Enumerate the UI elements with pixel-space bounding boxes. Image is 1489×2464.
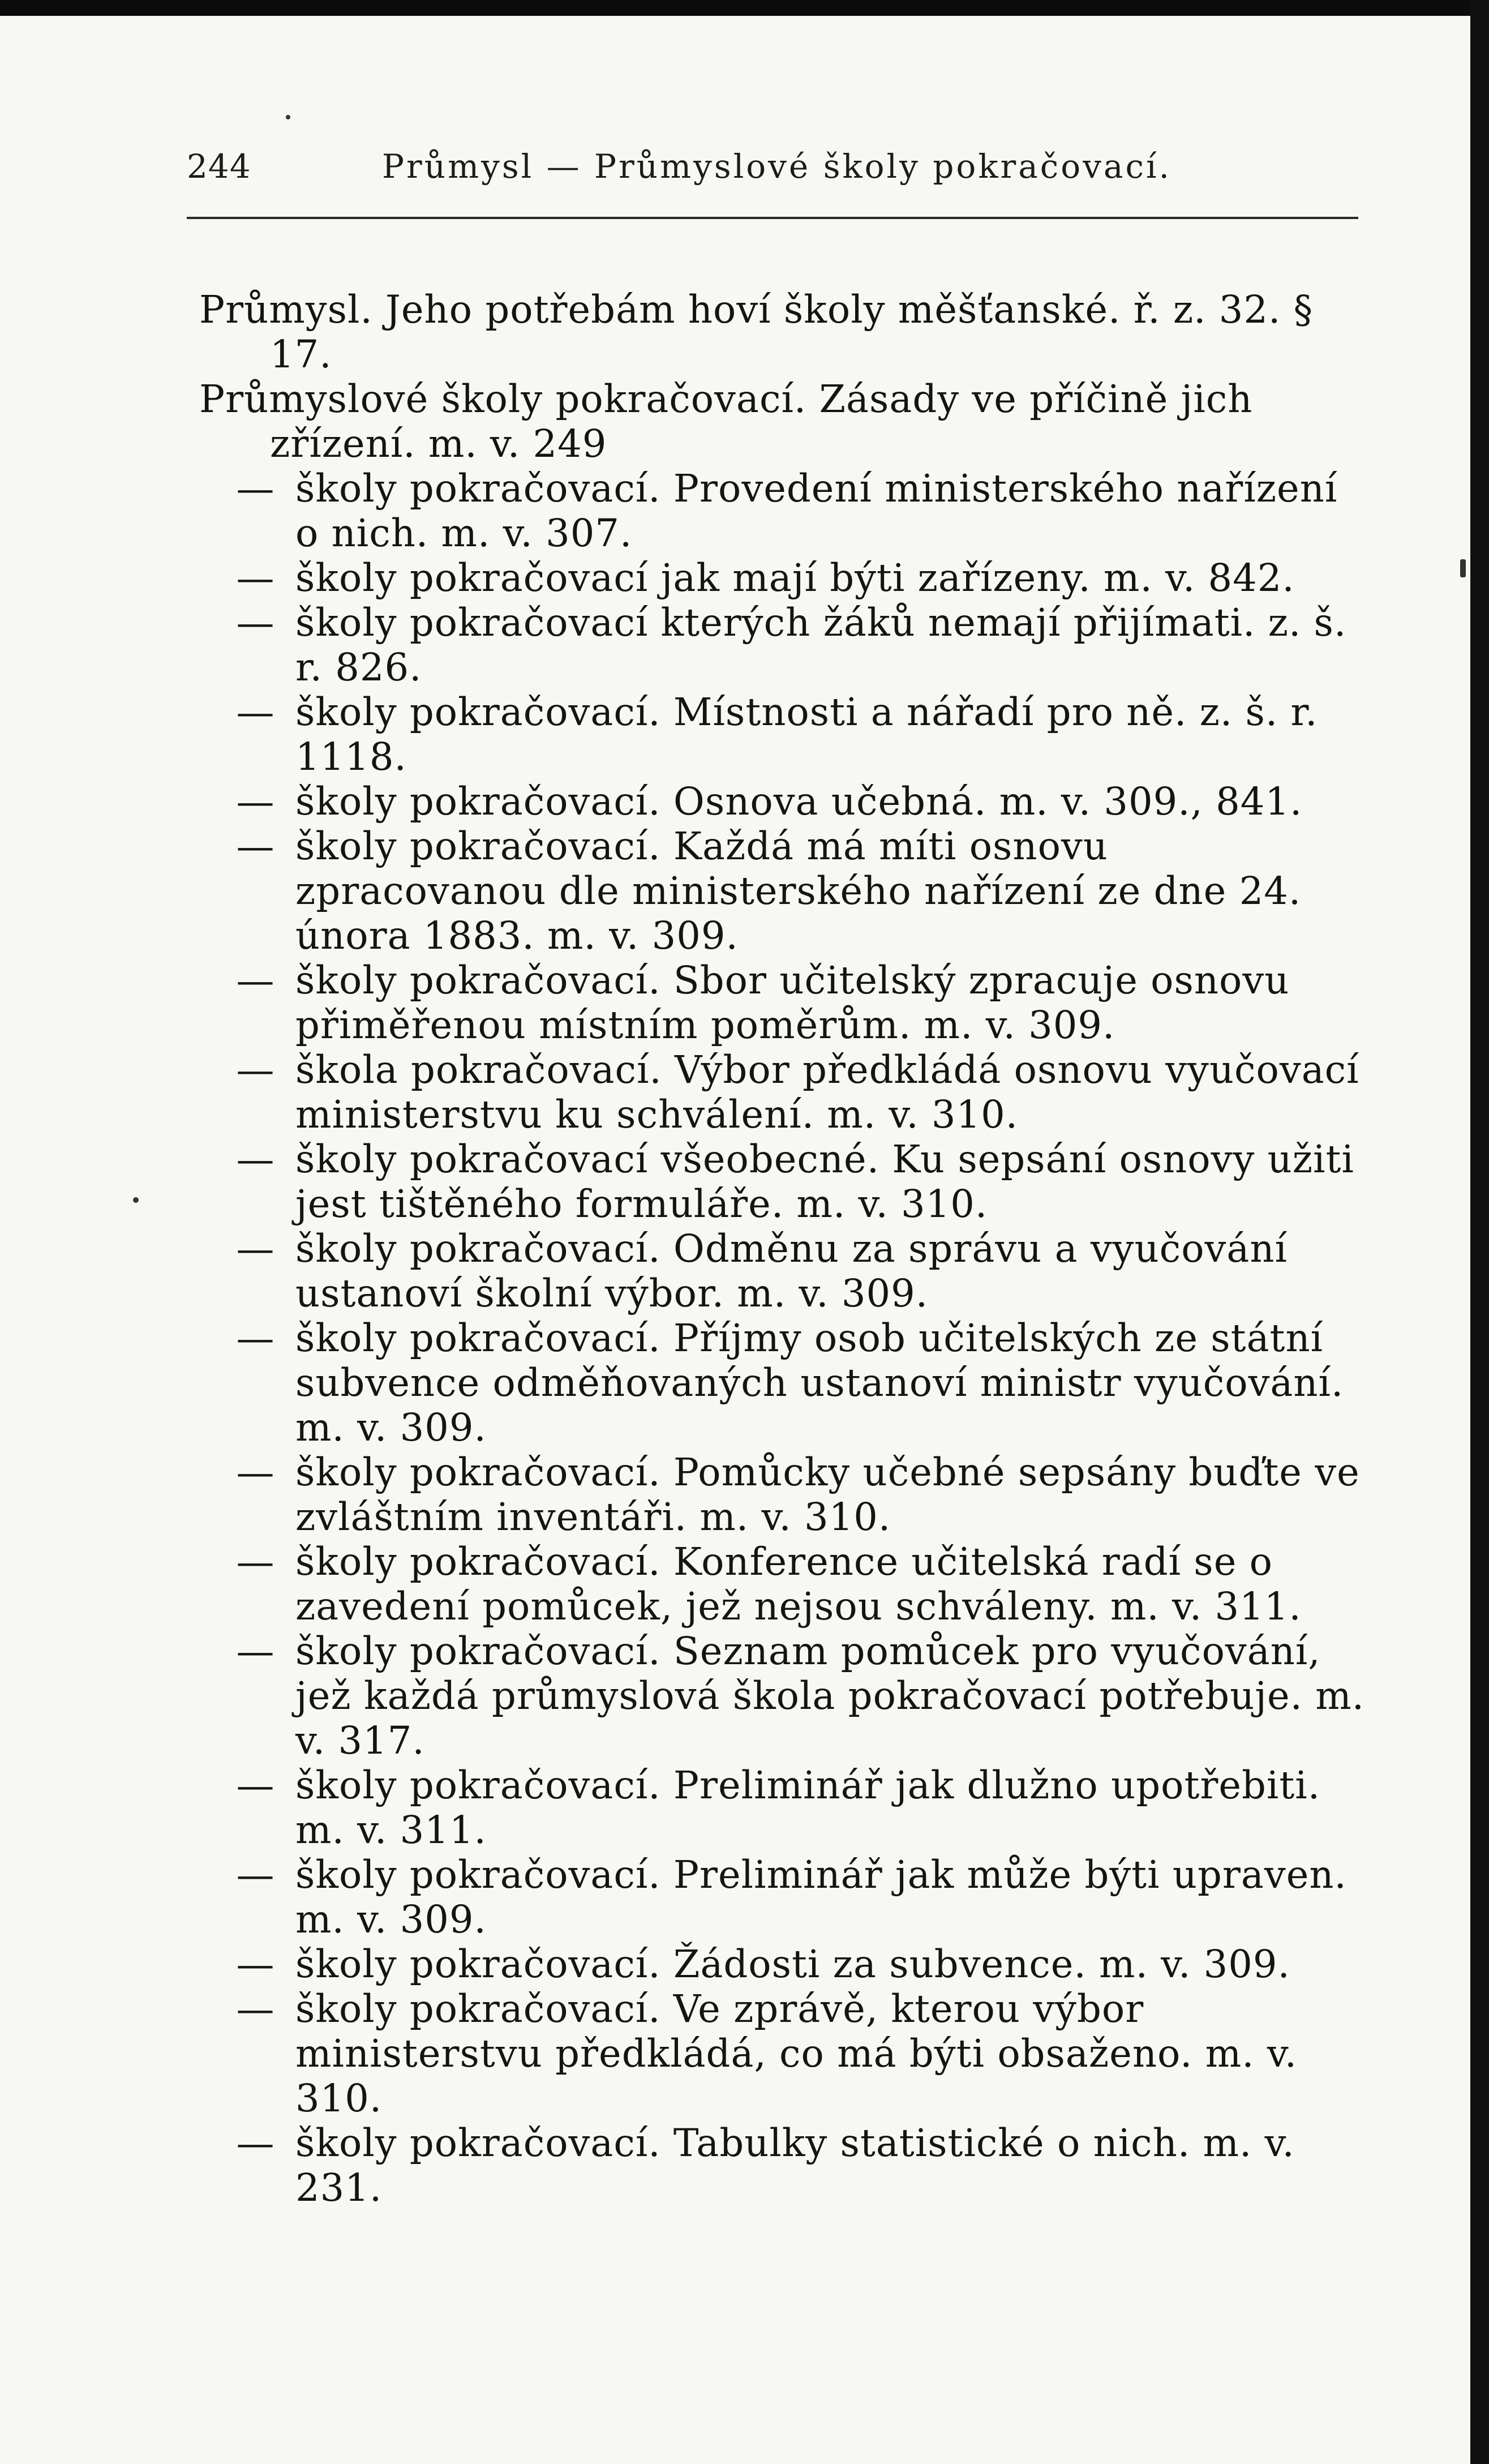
entry-dash: — — [236, 1763, 274, 1807]
entry-dash: — — [236, 1629, 274, 1673]
entry-text: školy pokračovací. Žádosti za subvence. m. v. 309. — [295, 1942, 1290, 1986]
entry-dash: — — [236, 1316, 274, 1360]
index-entry — [199, 779, 1366, 824]
index-entry — [199, 1540, 1366, 1629]
entry-text: školy pokračovací. Provedení ministerského nařízení o nich. m. v. 307. — [295, 466, 1338, 555]
paper-speck — [1460, 559, 1466, 577]
index-entry — [199, 1316, 1366, 1450]
index-entry — [199, 1629, 1366, 1763]
index-entry — [199, 1987, 1366, 2121]
paper-speck — [133, 1197, 139, 1203]
entry-dash: — — [236, 1048, 274, 1092]
header-rule — [187, 217, 1358, 219]
page-number: 244 — [187, 147, 251, 186]
entry-text: školy pokračovací. Ve zprávě, kterou výbor ministerstvu předkládá, co má býti obsaženo. m. v. 310. — [295, 1987, 1298, 2120]
index-entry — [199, 2121, 1366, 2210]
entry-text: školy pokračovací. Tabulky statistické o nich. m. v. 231. — [295, 2121, 1295, 2210]
entry-dash: — — [236, 1450, 274, 1494]
entry-dash: — — [236, 1137, 274, 1181]
entry-dash: — — [236, 958, 274, 1002]
entry-dash: — — [236, 601, 274, 645]
entry-text: školy pokračovací. Příjmy osob učitelských ze státní subvence odměňovaných ustanoví ministr vyučování. m. v. 309. — [295, 1316, 1344, 1450]
entry-dash: — — [236, 1987, 274, 2031]
index-entry — [199, 1853, 1366, 1942]
index-entry — [199, 1048, 1366, 1137]
entry-text: školy pokračovací. Osnova učebná. m. v. 309., 841. — [295, 779, 1303, 824]
index-entry — [199, 690, 1366, 779]
entry-dash: — — [236, 779, 274, 824]
index-entry — [199, 556, 1366, 601]
running-title: Průmysl — Průmyslové školy pokračovací. — [382, 147, 1172, 186]
entry-text: škola pokračovací. Výbor předkládá osnovu vyučovací ministerstvu ku schválení. m. v. 310. — [295, 1048, 1359, 1137]
entry-text: školy pokračovací. Každá má míti osnovu zpracovanou dle ministerského nařízení ze dne 24. února 1883. m. v. 309. — [295, 824, 1302, 958]
paper-speck — [286, 115, 290, 119]
entry-text: školy pokračovací jak mají býti zařízeny. m. v. 842. — [295, 556, 1295, 600]
entry-text: školy pokračovací. Sbor učitelský zpracuje osnovu přiměřenou místním poměrům. m. v. 309. — [295, 958, 1290, 1047]
entry-dash: — — [236, 1942, 274, 1986]
entry-text: školy pokračovací. Odměnu za správu a vyučování ustanoví školní výbor. m. v. 309. — [295, 1227, 1288, 1315]
entry-text: Průmyslové školy pokračovací. Zásady ve příčině jich zřízení. m. v. 249 — [199, 377, 1253, 466]
index-entries — [199, 288, 1366, 2210]
entry-text: školy pokračovací kterých žáků nemají přijímati. z. š. r. 826. — [295, 601, 1347, 689]
entry-dash: — — [236, 2121, 274, 2165]
entry-text: školy pokračovací. Preliminář jak může býti upraven. m. v. 309. — [295, 1853, 1347, 1942]
entry-dash: — — [236, 1853, 274, 1897]
entry-dash: — — [236, 1227, 274, 1271]
entry-text: školy pokračovací všeobecné. Ku sepsání osnovy užiti jest tištěného formuláře. m. v. 310. — [295, 1137, 1354, 1226]
index-entry — [199, 288, 1366, 377]
index-entry — [199, 1942, 1366, 1987]
entry-dash: — — [236, 466, 274, 511]
index-entry — [199, 958, 1366, 1048]
entry-dash: — — [236, 556, 274, 600]
page-header — [187, 147, 1381, 198]
entry-text: školy pokračovací. Místnosti a nářadí pro ně. z. š. r. 1118. — [295, 690, 1318, 779]
entry-dash: — — [236, 824, 274, 868]
index-entry — [199, 377, 1366, 466]
scanned-page — [0, 16, 1470, 2464]
index-entry — [199, 824, 1366, 958]
entry-text: Průmysl. Jeho potřebám hoví školy měšťanské. ř. z. 32. § 17. — [199, 288, 1314, 376]
entry-dash: — — [236, 1540, 274, 1584]
index-entry — [199, 1137, 1366, 1227]
index-entry — [199, 1763, 1366, 1853]
entry-text: školy pokračovací. Pomůcky učebné sepsány buďte ve zvláštním inventáři. m. v. 310. — [295, 1450, 1360, 1539]
index-entry — [199, 1450, 1366, 1540]
page-edge-shadow — [1470, 0, 1489, 2464]
index-entry — [199, 601, 1366, 690]
entry-text: školy pokračovací. Konference učitelská radí se o zavedení pomůcek, jež nejsou schváleny. m. v. 311. — [295, 1540, 1302, 1629]
index-entry — [199, 1227, 1366, 1316]
entry-dash: — — [236, 690, 274, 734]
entry-text: školy pokračovací. Seznam pomůcek pro vyučování, jež každá průmyslová škola pokračovací potřebuje. m. v. 317. — [295, 1629, 1365, 1763]
index-entry — [199, 466, 1366, 556]
entry-text: školy pokračovací. Preliminář jak dlužno upotřebiti. m. v. 311. — [295, 1763, 1321, 1852]
